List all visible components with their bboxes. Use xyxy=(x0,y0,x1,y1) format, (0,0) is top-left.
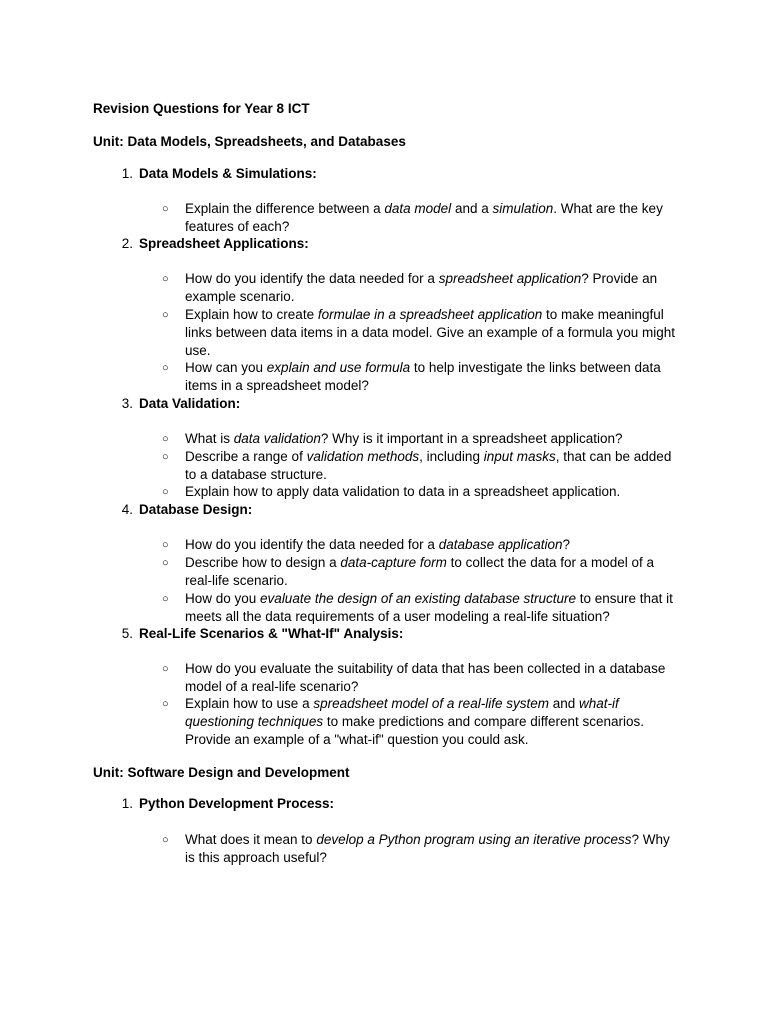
italic-term: data-capture form xyxy=(340,555,447,570)
question-bullet xyxy=(185,448,675,484)
text-run: and xyxy=(548,696,579,711)
text-run: What does it mean to xyxy=(185,832,317,847)
text-run: How do you identify the data needed for a xyxy=(185,271,439,286)
question-bullet xyxy=(185,270,675,306)
italic-term: simulation xyxy=(492,201,554,216)
italic-term: spreadsheet application xyxy=(438,271,582,286)
text-run: to make predictions and compare different scenarios. Provide an example of a "what-if" question you could ask. xyxy=(185,714,645,747)
hollow-circle-bullet-icon: ○ xyxy=(162,663,169,675)
text-run: How can you xyxy=(185,360,267,375)
italic-term: spreadsheet model of a real-life system xyxy=(313,696,549,711)
text-run: Explain the difference between a xyxy=(185,201,385,216)
unit-heading: Unit: Data Models, Spreadsheets, and Databases xyxy=(93,134,406,149)
hollow-circle-bullet-icon: ○ xyxy=(162,834,169,846)
hollow-circle-bullet-icon: ○ xyxy=(162,593,169,605)
text-run: What is xyxy=(185,431,234,446)
text-run: ? Why is it important in a spreadsheet application? xyxy=(320,431,623,446)
text-run: ? xyxy=(562,537,571,552)
question-bullet xyxy=(185,359,675,395)
question-title: Spreadsheet Applications: xyxy=(139,236,309,251)
text-run: to ensure that it meets all the data requirements of a user modeling a real-life situation? xyxy=(185,591,673,624)
text-run: Describe a range of xyxy=(185,449,307,464)
hollow-circle-bullet-icon: ○ xyxy=(162,451,169,463)
hollow-circle-bullet-icon: ○ xyxy=(162,557,169,569)
text-run: How do you identify the data needed for a xyxy=(185,537,439,552)
question-number: 1. xyxy=(121,796,133,811)
question-title: Data Models & Simulations: xyxy=(139,166,317,181)
question-number: 3. xyxy=(121,396,133,411)
question-bullet xyxy=(185,831,675,867)
italic-term: develop a Python program using an iterative process xyxy=(316,832,632,847)
hollow-circle-bullet-icon: ○ xyxy=(162,362,169,374)
text-run: ? Provide an example scenario. xyxy=(185,271,658,304)
question-bullet xyxy=(185,695,675,749)
document-title: Revision Questions for Year 8 ICT xyxy=(93,101,310,116)
question-title: Real-Life Scenarios & "What-If" Analysis: xyxy=(139,626,404,641)
text-run: Explain how to apply data validation to data in a spreadsheet application. xyxy=(185,484,621,499)
text-run: to collect the data for a model of a real-life scenario. xyxy=(185,555,655,588)
italic-term: explain and use formula xyxy=(266,360,411,375)
question-bullet xyxy=(185,483,675,501)
question-bullet xyxy=(185,554,675,590)
question-bullet xyxy=(185,200,675,236)
text-run: , that can be added to a database structure. xyxy=(185,449,672,482)
text-run: ? Why is this approach useful? xyxy=(185,832,670,865)
text-run: , including xyxy=(419,449,484,464)
question-number: 1. xyxy=(121,166,133,181)
italic-term: evaluate the design of an existing database structure xyxy=(260,591,577,606)
text-run: Explain how to use a xyxy=(185,696,314,711)
italic-term: formulae in a spreadsheet application xyxy=(317,307,543,322)
question-bullet xyxy=(185,660,675,696)
question-bullet xyxy=(185,430,675,448)
question-bullet xyxy=(185,306,675,360)
text-run: Explain how to create xyxy=(185,307,318,322)
italic-term: data model xyxy=(384,201,452,216)
text-run: How do you evaluate the suitability of data that has been collected in a database model of a real-life scenario? xyxy=(185,661,666,694)
question-number: 2. xyxy=(121,236,133,251)
hollow-circle-bullet-icon: ○ xyxy=(162,698,169,710)
text-run: and a xyxy=(451,201,493,216)
italic-term: database application xyxy=(438,537,563,552)
hollow-circle-bullet-icon: ○ xyxy=(162,203,169,215)
text-run: . What are the key features of each? xyxy=(185,201,663,234)
question-title: Database Design: xyxy=(139,502,253,517)
text-run: to make meaningful links between data items in a data model. Give an example of a formula you might use. xyxy=(185,307,676,358)
unit-heading: Unit: Software Design and Development xyxy=(93,765,350,780)
question-title: Data Validation: xyxy=(139,396,241,411)
hollow-circle-bullet-icon: ○ xyxy=(162,539,169,551)
question-bullet xyxy=(185,590,675,626)
hollow-circle-bullet-icon: ○ xyxy=(162,309,169,321)
italic-term: what-if questioning techniques xyxy=(185,696,619,729)
italic-term: data validation xyxy=(233,431,321,446)
italic-term: input masks xyxy=(483,449,556,464)
text-run: to help investigate the links between data items in a spreadsheet model? xyxy=(185,360,661,393)
question-number: 5. xyxy=(121,626,133,641)
text-run: Describe how to design a xyxy=(185,555,341,570)
hollow-circle-bullet-icon: ○ xyxy=(162,433,169,445)
question-title: Python Development Process: xyxy=(139,796,335,811)
italic-term: validation methods xyxy=(306,449,420,464)
hollow-circle-bullet-icon: ○ xyxy=(162,486,169,498)
hollow-circle-bullet-icon: ○ xyxy=(162,273,169,285)
question-number: 4. xyxy=(121,502,133,517)
question-bullet xyxy=(185,536,675,554)
text-run: How do you xyxy=(185,591,261,606)
